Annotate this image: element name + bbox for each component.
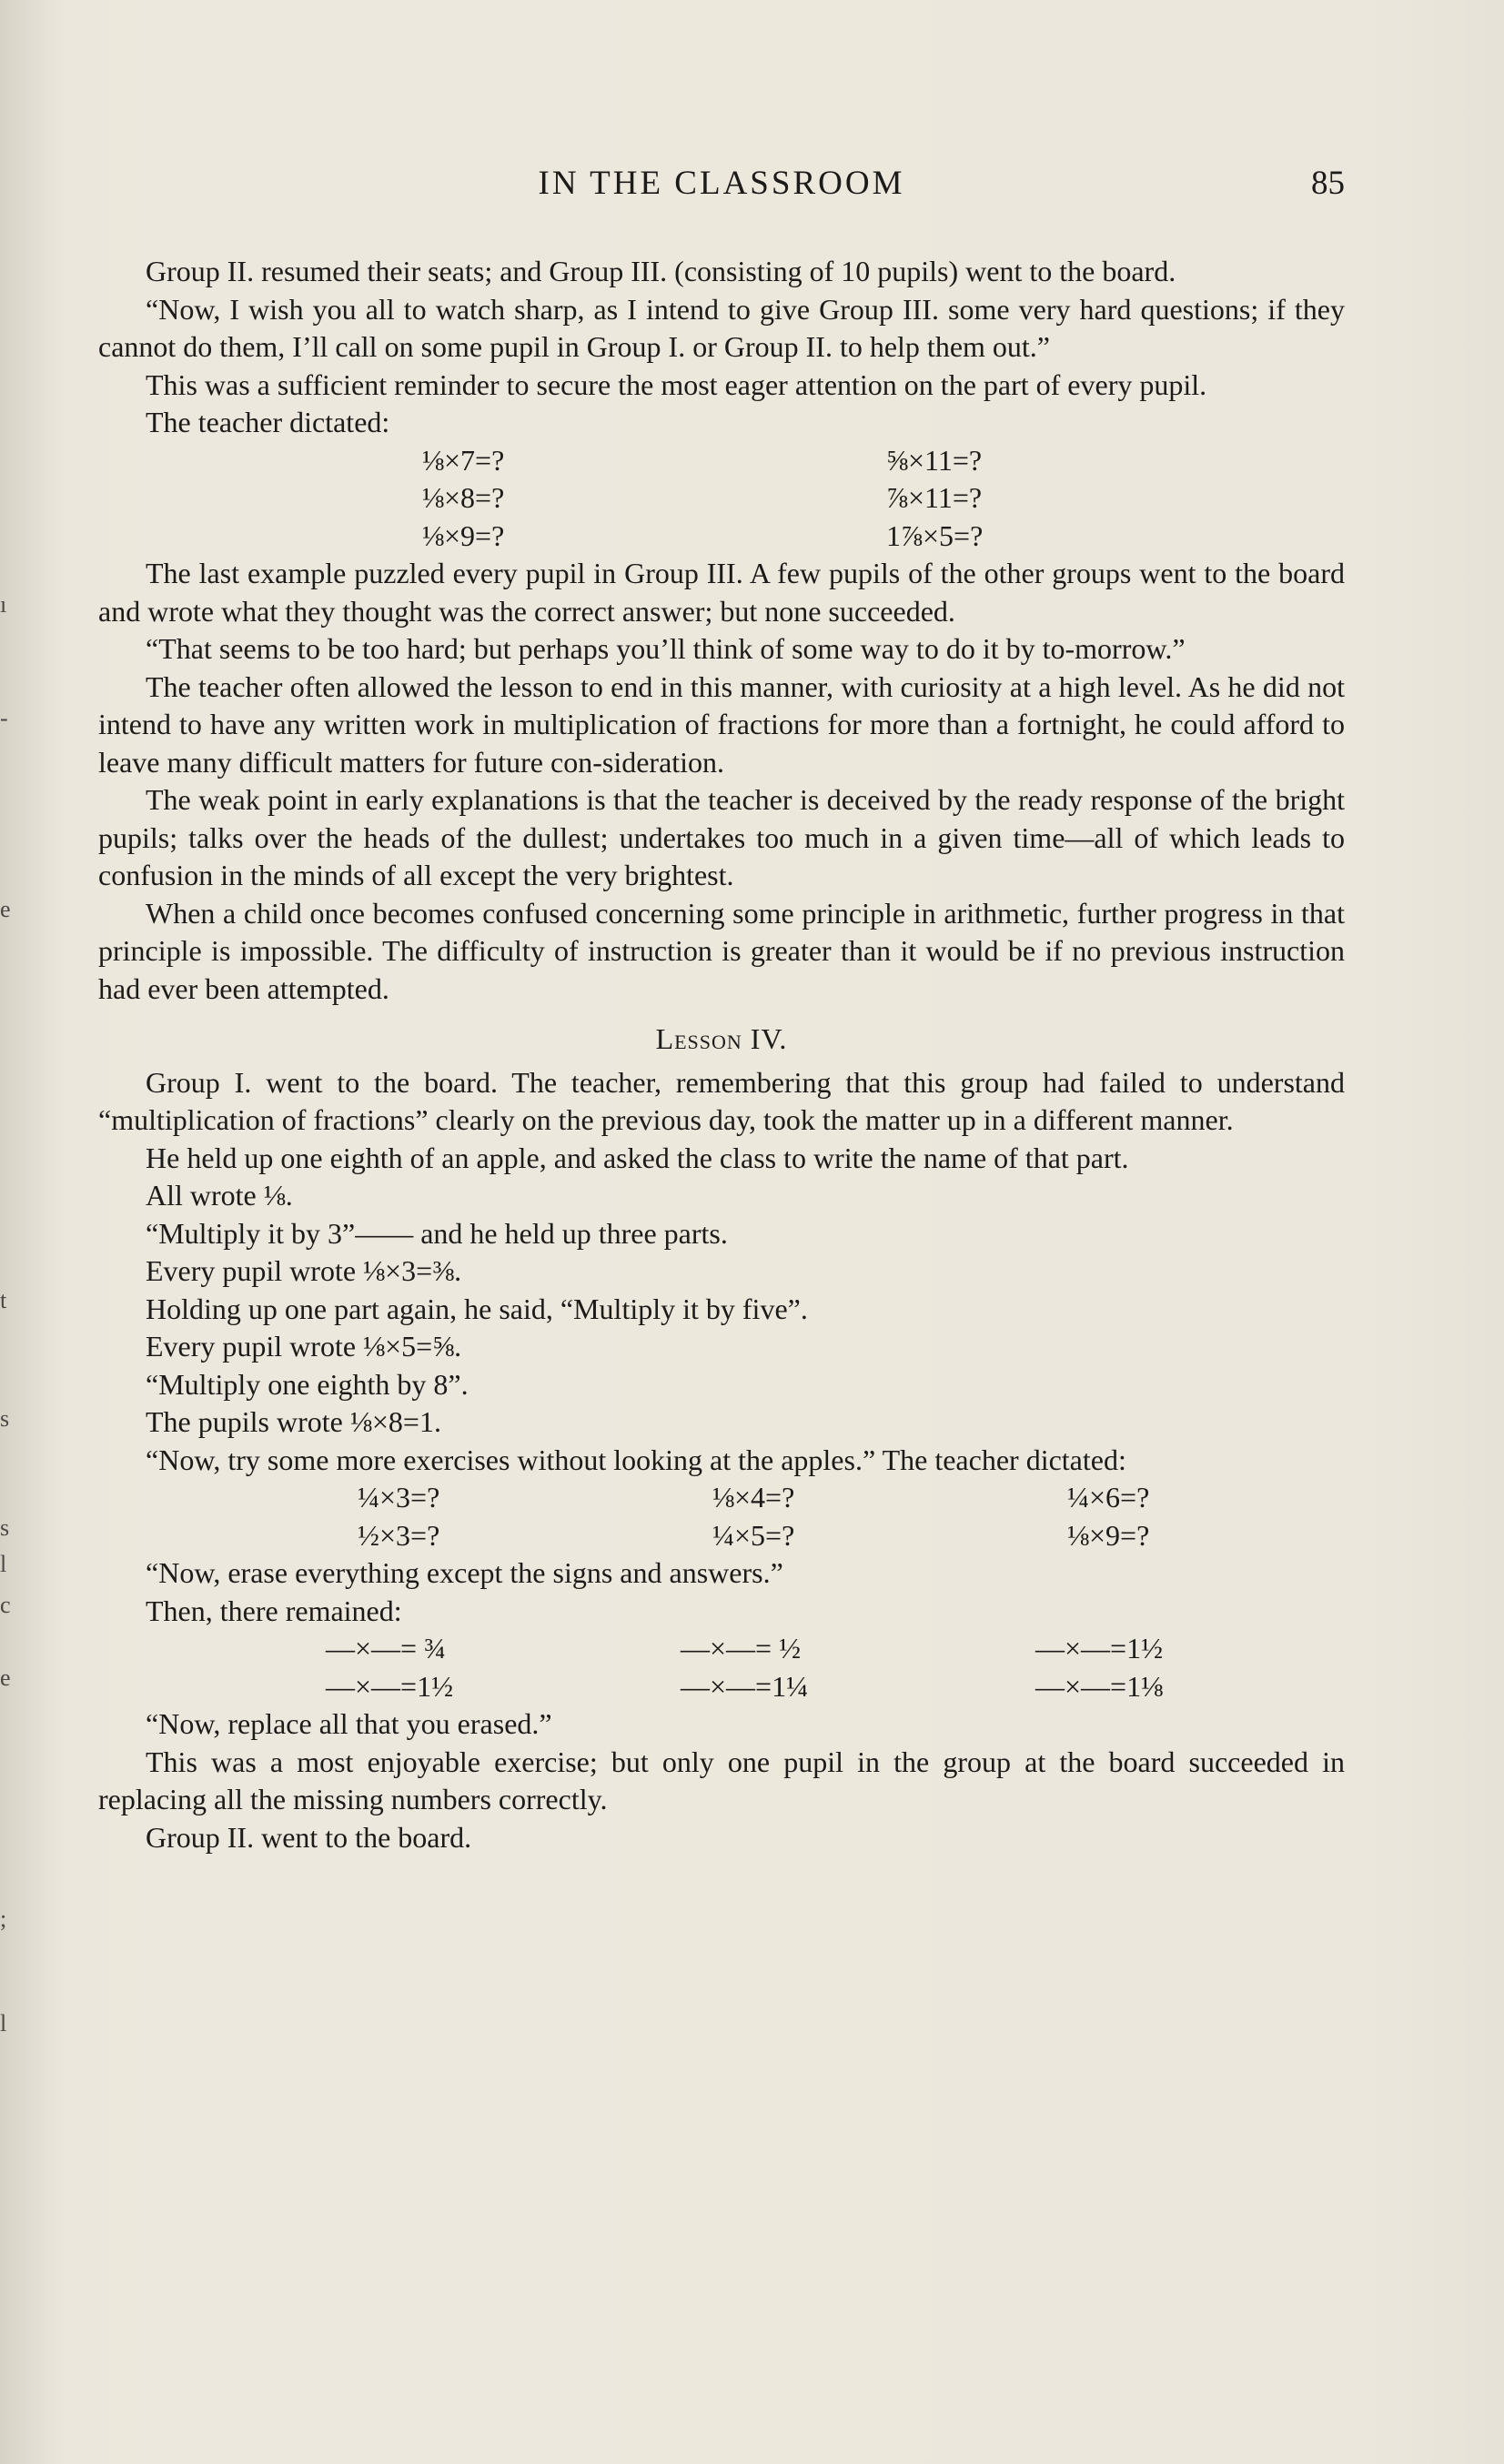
exercise-row: [98, 1630, 1345, 1668]
margin-mark: ;: [0, 1906, 7, 1932]
margin-mark: t: [0, 1287, 7, 1313]
exercise: ⅛×7=?: [422, 443, 505, 477]
exercise-row: [98, 442, 1345, 480]
exercise-row: [98, 479, 1345, 518]
exercise: ⅞×11=?: [886, 481, 983, 514]
exercise: ¼×5=?: [712, 1518, 795, 1552]
exercise: ¼×6=?: [1067, 1481, 1150, 1514]
exercise: ⅛×9=?: [1067, 1518, 1150, 1552]
paragraph: The teacher often allowed the lesson to end in this manner, with curiosity at a high level. As he did not intend to have any written work in multiplication of fractions for more than a fortnight, he could afford to leave many difficult matters for future con-sideration.: [98, 669, 1345, 779]
paragraph: This was a most enjoyable exercise; but only one pupil in the group at the board succeeded in replacing all the missing numbers correctly.: [98, 1745, 1345, 1815]
lesson-heading: Lesson IV.: [655, 1022, 788, 1055]
paragraph: Then, there remained:: [146, 1594, 402, 1627]
paragraph: “Now, I wish you all to watch sharp, as I intend to give Group III. some very hard questions; if they cannot do them, I’ll call on some pupil in Group I. or Group II. to help them out.”: [98, 292, 1345, 363]
exercise-row: [98, 1668, 1345, 1706]
exercise: —×—=1¼: [681, 1669, 809, 1703]
paragraph: Holding up one part again, he said, “Multiply it by five”.: [146, 1292, 808, 1325]
exercise-block-2: [98, 1479, 1345, 1554]
paragraph: “That seems to be too hard; but perhaps you’ll think of some way to do it by to-morrow.”: [146, 632, 1186, 665]
paragraph: Group I. went to the board. The teacher, remembering that this group had failed to understand “multiplication of fractions” clearly on the previous day, took the matter up in a different manner.: [98, 1065, 1345, 1136]
margin-mark: e: [0, 896, 11, 922]
paragraph: The last example puzzled every pupil in Group III. A few pupils of the other groups went to the board and wrote what they thought was the correct answer; but none succeeded.: [98, 557, 1345, 628]
paragraph: Every pupil wrote ⅛×5=⅝.: [146, 1330, 462, 1363]
exercise-block-1: [98, 442, 1345, 556]
margin-mark: ı: [0, 591, 7, 618]
exercise: —×—=1½: [326, 1669, 454, 1703]
paragraph: He held up one eighth of an apple, and asked the class to write the name of that part.: [146, 1141, 1129, 1174]
exercise: ½×3=?: [358, 1518, 440, 1552]
exercise: ⅛×9=?: [422, 518, 505, 552]
margin-mark: s: [0, 1405, 10, 1432]
margin-mark: s: [0, 1514, 10, 1541]
exercise: ⅛×4=?: [712, 1481, 795, 1514]
paragraph: “Multiply one eighth by 8”.: [146, 1367, 469, 1401]
exercise: —×—= ½: [681, 1632, 802, 1664]
exercise: ⅝×11=?: [886, 443, 983, 477]
paragraph: “Now, erase everything except the signs and answers.”: [146, 1556, 783, 1589]
exercise: —×—= ¾: [326, 1632, 447, 1664]
paragraph: “Now, replace all that you erased.”: [146, 1707, 552, 1740]
margin-mark: l: [0, 2010, 7, 2037]
exercise: —×—=1⅛: [1035, 1669, 1164, 1703]
paragraph: “Multiply it by 3”—— and he held up three parts.: [146, 1216, 728, 1250]
exercise-block-3: [98, 1630, 1345, 1705]
exercise-row: [98, 1517, 1345, 1555]
paragraph: Group II. went to the board.: [146, 1820, 472, 1854]
exercise: —×—=1½: [1035, 1632, 1164, 1664]
paragraph: Group II. resumed their seats; and Group III. (consisting of 10 pupils) went to the board.: [146, 255, 1176, 287]
margin-mark: l: [0, 1551, 7, 1577]
paragraph: When a child once becomes confused concerning some principle in arithmetic, further progress in that principle is impossible. The difficulty of instruction is greater than it would be if no previous instruction had ever been attempted.: [98, 896, 1345, 1005]
running-head: IN THE CLASSROOM: [538, 165, 905, 202]
paragraph: The teacher dictated:: [146, 406, 390, 438]
paragraph: This was a sufficient reminder to secure the most eager attention on the part of every pupil.: [146, 367, 1207, 401]
margin-mark: -: [0, 705, 8, 731]
paragraph: Every pupil wrote ⅛×3=⅜.: [146, 1254, 462, 1287]
body-text: [98, 253, 1345, 1856]
paragraph: All wrote ⅛.: [146, 1179, 293, 1212]
paragraph: The pupils wrote ⅛×8=1.: [146, 1405, 441, 1438]
page-header: [98, 164, 1345, 209]
paragraph: The weak point in early explanations is that the teacher is deceived by the ready response of the bright pupils; talks over the heads of the dullest; undertakes too much in a given time—all of which leads to confusion in the minds of all except the very brightest.: [98, 783, 1345, 891]
page-number: 85: [1311, 165, 1345, 202]
paragraph: “Now, try some more exercises without looking at the apples.” The teacher dictated:: [146, 1443, 1126, 1476]
margin-mark: c: [0, 1592, 11, 1618]
exercise: ⅛×8=?: [422, 481, 505, 514]
exercise-row: [98, 518, 1345, 556]
exercise: 1⅞×5=?: [886, 518, 984, 552]
margin-mark: e: [0, 1664, 11, 1691]
exercise: ¼×3=?: [358, 1481, 440, 1514]
exercise-row: [98, 1479, 1345, 1517]
